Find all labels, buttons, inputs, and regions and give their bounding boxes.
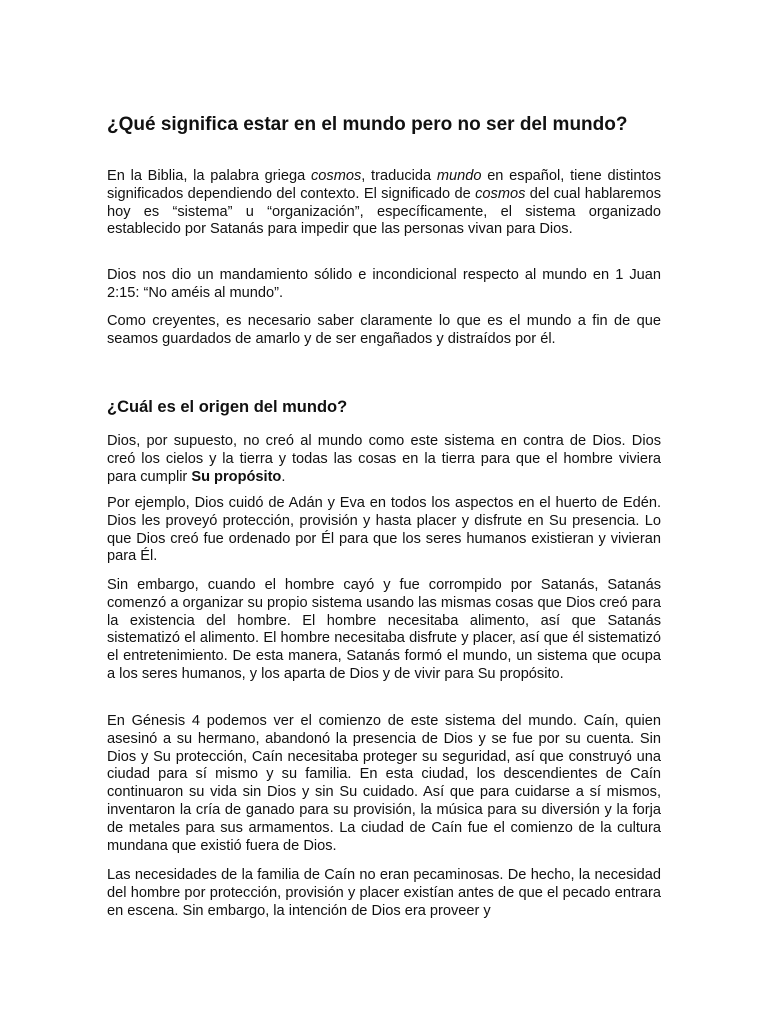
p1-text-a: En la Biblia, la palabra griega [107,168,311,184]
paragraph-3: Como creyentes, es necesario saber claramente lo que es el mundo a fin de que seamos guardados de amarlo y de ser engañados y distraídos por él. [107,313,661,347]
p1-mundo-italic: mundo [436,168,482,184]
page-title: ¿Qué significa estar en el mundo pero no ser del mundo? [107,114,628,135]
p1-text-c: , traducida [361,168,437,184]
paragraph-2: Dios nos dio un mandamiento sólido e incondicional respecto al mundo en 1 Juan 2:15: “No améis al mundo”. [107,267,661,301]
p1-text-g: del cual hablaremos hoy es “sistema” u “organización”, específicamente, el sistema organizado establecido por Satanás para impedir que las personas vivan para Dios. [107,185,661,238]
p4-bold-purpose: Su propósito [191,468,282,485]
p1-cosmos-italic: cosmos [310,168,362,184]
p1-cosmos-italic-2: cosmos [475,185,526,202]
section-heading: ¿Cuál es el origen del mundo? [107,398,348,416]
paragraph-6: Sin embargo, cuando el hombre cayó y fue corrompido por Satanás, Satanás comenzó a organizar su propio sistema usando las mismas cosas que Dios creó para la existencia del hombre. El hombre necesitaba alimento, así que Satanás sistematizó el alimento. El hombre necesitaba disfrute y placer, así que él sistematizó el entretenimiento. De esta manera, Satanás formó el mundo, un sistema que ocupa a los seres humanos, y los aparta de Dios y de vivir para Su propósito. [107,577,661,682]
p4-text-c: . [281,468,286,485]
paragraph-7: En Génesis 4 podemos ver el comienzo de este sistema del mundo. Caín, quien asesinó a su hermano, abandonó la presencia de Dios y se fue por su cuenta. Sin Dios y Su protección, Caín necesitaba proteger su seguridad, así que construyó una ciudad para sí mismo y su familia. En esta ciudad, los descendientes de Caín continuaron su vida sin Dios y sin Su cuidado. Así que para cuidarse a sí mismos, inventaron la cría de ganado para su provisión, la música para su diversión y la forja de metales para sus armamentos. La ciudad de Caín fue el comienzo de la cultura mundana que existió fuera de Dios. [107,713,661,854]
paragraph-1 [107,168,661,239]
paragraph-8: Las necesidades de la familia de Caín no eran pecaminosas. De hecho, la necesidad del hombre por protección, provisión y placer existían antes de que el pecado entrara en escena. Sin embargo, la intención de Dios era proveer y [107,867,661,919]
p1-text-e: en español, tiene distintos significados dependiendo del contexto. El significado de [107,168,661,202]
paragraph-5: Por ejemplo, Dios cuidó de Adán y Eva en todos los aspectos en el huerto de Edén. Dios les proveyó protección, provisión y hasta placer y disfrute en Su presencia. Lo que Dios creó fue ordenado por Él para que los seres humanos existieran y vivieran para Él. [107,495,661,565]
p4-text-a: Dios, por supuesto, no creó al mundo como este sistema en contra de Dios. Dios creó los cielos y la tierra y todas las cosas en la tierra para que el hombre viviera para cumplir [107,433,661,485]
paragraph-4 [107,433,661,486]
